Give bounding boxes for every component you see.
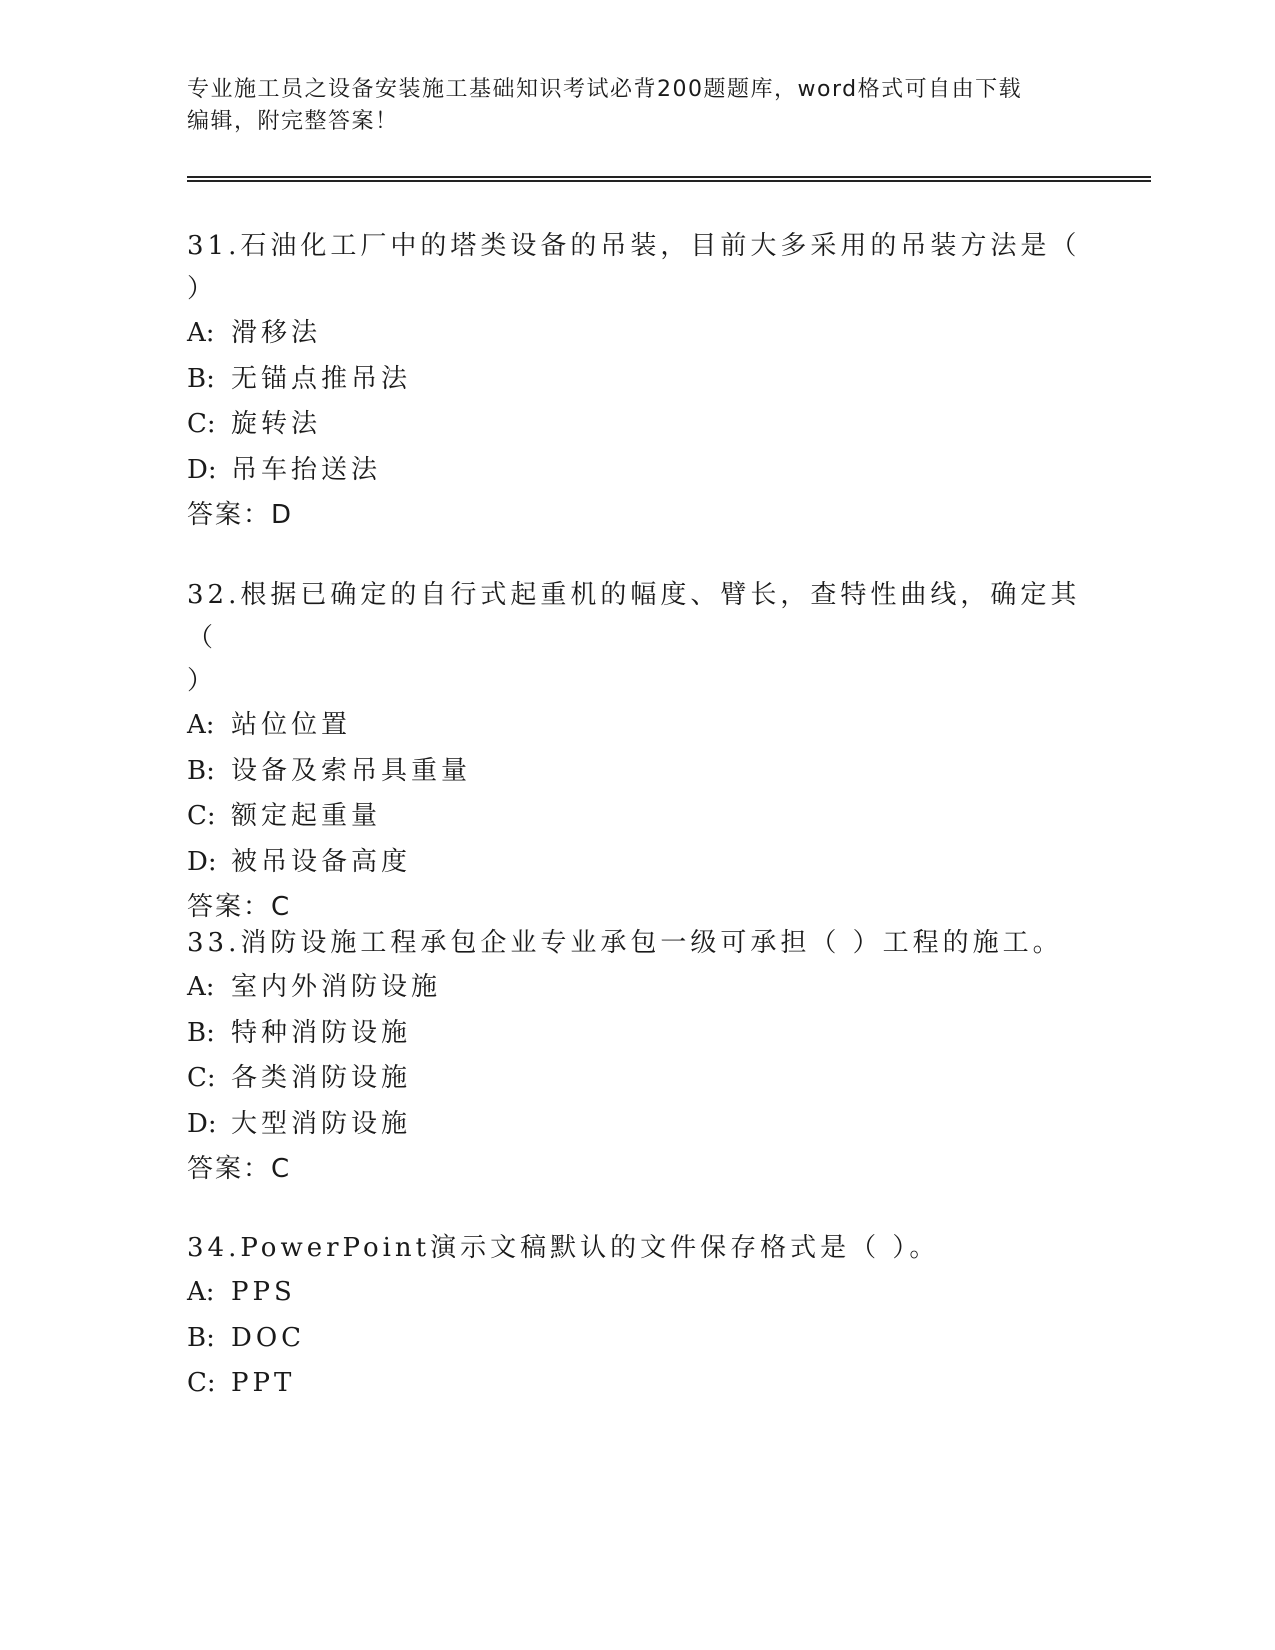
document-header [187,74,1067,138]
question-33 [187,922,1087,1192]
option-b [187,1316,1087,1362]
option-label: B: [187,1322,215,1353]
option-label: D: [187,454,217,485]
question-31 [187,225,1087,538]
option-text: 额定起重量 [231,801,382,831]
option-a [187,965,1087,1011]
option-d [187,448,1087,494]
answer: 答案：D [187,500,294,530]
option-text: 站位位置 [231,710,352,740]
question-text-line-1: 31.石油化工厂中的塔类设备的吊装，目前大多采用的吊装方法是（ [187,231,1081,261]
question-text-line-1: 34.PowerPoint演示文稿默认的文件保存格式是（ ）。 [187,1233,940,1263]
question-text-line-1: 33.消防设施工程承包企业专业承包一级可承担（ ）工程的施工。 [187,928,1063,958]
option-text: 无锚点推吊法 [231,363,412,394]
option-label: B: [187,1017,215,1048]
option-c [187,1056,1087,1102]
option-c [187,402,1087,448]
option-text: 室内外消防设施 [231,972,442,1002]
question-text [187,225,1087,311]
question-32 [187,574,1087,930]
question-text-line-2: ） [187,666,218,696]
question-text-line-2: ） [187,274,218,304]
option-label: C: [187,1063,216,1093]
question-text [187,922,1087,965]
option-text: 吊车抬送法 [231,454,382,485]
option-label: A: [187,972,215,1002]
header-line-1: 专业施工员之设备安装施工基础知识考试必背200题题库，word格式可自由下载 [187,77,1023,102]
option-label: C: [187,1368,216,1398]
option-c [187,794,1087,840]
option-text: 旋转法 [231,409,322,439]
option-text: 被吊设备高度 [231,846,412,877]
option-label: D: [187,1108,217,1139]
option-label: A: [187,1277,215,1307]
answer: 答案：C [187,1154,292,1184]
option-label: C: [187,409,216,439]
option-c [187,1361,1087,1407]
option-b [187,1011,1087,1057]
header-line-2: 编辑，附完整答案！ [187,109,399,134]
option-b [187,749,1087,795]
option-text: DOC [231,1322,306,1353]
option-a [187,311,1087,357]
option-d [187,840,1087,886]
option-label: D: [187,846,217,877]
option-label: A: [187,318,215,348]
option-text: 滑移法 [231,318,322,348]
answer: 答案：C [187,892,292,922]
option-a [187,1270,1087,1316]
question-text [187,1227,1087,1270]
option-text: 设备及索吊具重量 [231,755,472,786]
option-a [187,703,1087,749]
option-d [187,1102,1087,1148]
option-label: B: [187,363,215,394]
option-text: 各类消防设施 [231,1063,412,1093]
option-text: PPS [231,1277,296,1307]
option-label: C: [187,801,216,831]
header-double-rule [187,176,1151,182]
option-b [187,357,1087,403]
option-label: B: [187,755,215,786]
question-34 [187,1227,1087,1407]
question-text [187,574,1087,703]
question-text-line-1: 32.根据已确定的自行式起重机的幅度、臂长，查特性曲线，确定其（ [187,580,1081,653]
option-label: A: [187,710,215,740]
option-text: PPT [231,1368,296,1398]
option-text: 特种消防设施 [231,1017,412,1048]
option-text: 大型消防设施 [231,1108,412,1139]
